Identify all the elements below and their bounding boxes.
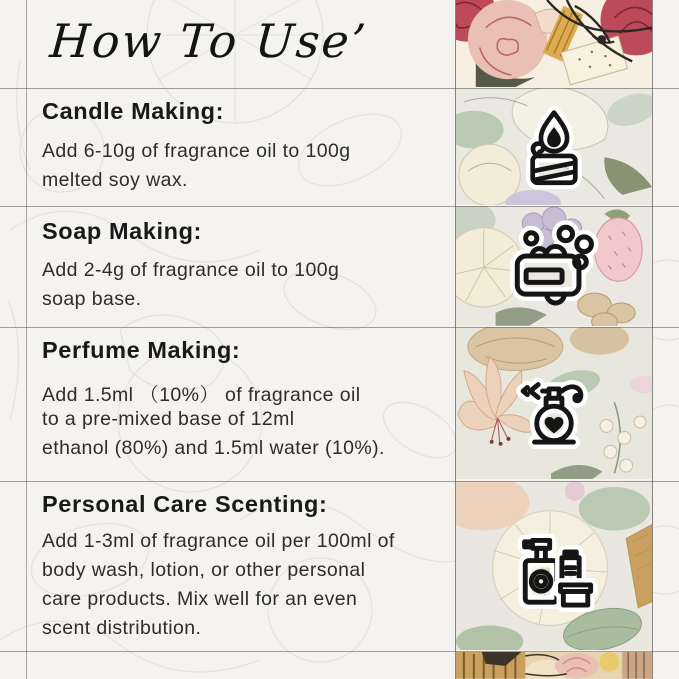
bottom-artwork-strip bbox=[456, 652, 652, 679]
perfume-making-line-1: Add 1.5ml （10%） of fragrance oil bbox=[42, 384, 361, 406]
decorative-art-column bbox=[455, 0, 653, 679]
personal-care-heading: Personal Care Scenting: bbox=[42, 491, 328, 517]
candle-icon bbox=[510, 103, 598, 191]
page-title: How To Use’ bbox=[48, 14, 370, 68]
roses-illustration bbox=[456, 0, 652, 87]
perfume-making-line-3: ethanol (80%) and 1.5ml water (10%). bbox=[42, 437, 385, 459]
divider-bottom bbox=[0, 651, 679, 652]
perfume-art-panel bbox=[456, 327, 652, 481]
personal-care-line-1: Add 1-3ml of fragrance oil per 100ml of bbox=[42, 530, 395, 552]
candle-making-line-1: Add 6-10g of fragrance oil to 100g bbox=[42, 140, 351, 162]
soap-making-line-2: soap base. bbox=[42, 288, 142, 310]
personal-care-art-panel bbox=[456, 481, 652, 652]
personal-care-line-4: scent distribution. bbox=[42, 617, 202, 639]
soap-making-line-1: Add 2-4g of fragrance oil to 100g bbox=[42, 259, 340, 281]
soap-icon bbox=[507, 220, 601, 314]
divider-candle-soap bbox=[0, 206, 679, 207]
books-roses-illustration bbox=[456, 652, 652, 679]
perfume-making-line-2: to a pre-mixed base of 12ml bbox=[42, 408, 295, 430]
personal-care-line-2: body wash, lotion, or other personal bbox=[42, 559, 366, 581]
soap-art-panel bbox=[456, 206, 652, 327]
divider-top bbox=[0, 88, 679, 89]
perfume-icon bbox=[508, 358, 600, 450]
candle-making-line-2: melted soy wax. bbox=[42, 169, 188, 191]
personal-care-line-3: care products. Mix well for an even bbox=[42, 588, 358, 610]
rose-artwork-panel bbox=[456, 0, 652, 88]
perfume-making-heading: Perfume Making: bbox=[42, 337, 241, 363]
soap-making-heading: Soap Making: bbox=[42, 218, 202, 244]
left-margin-rule bbox=[26, 0, 27, 679]
divider-soap-perfume bbox=[0, 327, 679, 328]
personal-care-icon bbox=[508, 521, 600, 613]
divider-perfume-personal bbox=[0, 481, 679, 482]
candle-making-heading: Candle Making: bbox=[42, 98, 225, 124]
candle-art-panel bbox=[456, 88, 652, 206]
